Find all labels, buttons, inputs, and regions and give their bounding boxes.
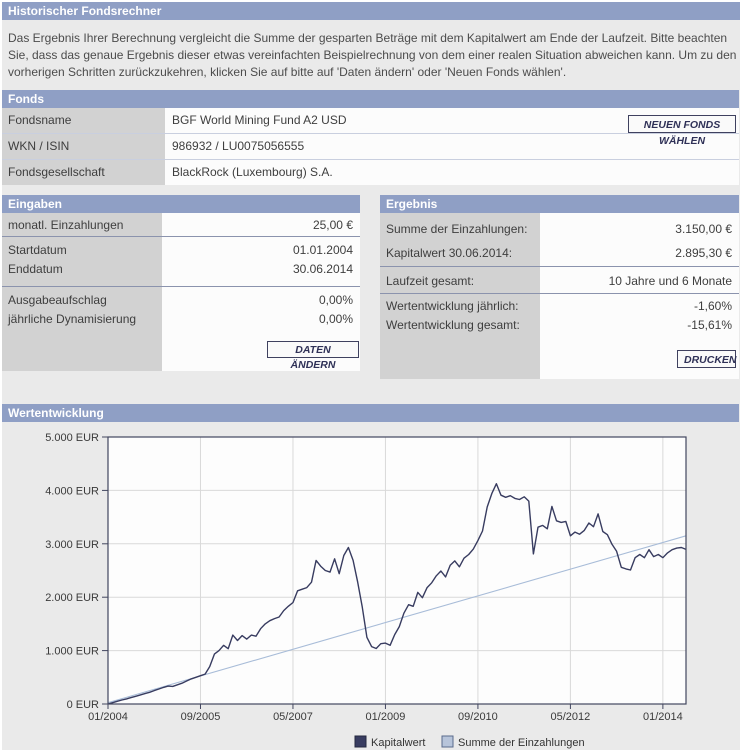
x-tick-label: 01/2009 [365, 711, 406, 723]
x-tick-label: 09/2005 [180, 711, 221, 723]
ergebnis-group [380, 213, 739, 265]
drucken-button[interactable]: DRUCKEN [677, 350, 736, 368]
eingaben-row-label: Ausgabeaufschlag [8, 293, 107, 307]
eingaben-row-label: jährliche Dynamisierung [8, 312, 137, 326]
ergebnis-panel [380, 213, 739, 379]
ergebnis-row-label: Wertentwicklung gesamt: [386, 318, 520, 332]
ergebnis-row-value: -15,61% [687, 318, 732, 332]
eingaben-group [2, 213, 360, 235]
eingaben-row [2, 260, 360, 279]
ergebnis-row-value: 10 Jahre und 6 Monate [608, 274, 732, 288]
legend-swatch-kapitalwert [355, 736, 366, 747]
eingaben-row-value: 30.06.2014 [292, 262, 353, 276]
ergebnis-rows [380, 213, 739, 335]
fonds-row-label: Fondsgesellschaft [2, 160, 165, 185]
section-title-ergebnis: Ergebnis [380, 195, 739, 213]
x-tick-label: 05/2012 [550, 711, 591, 723]
ergebnis-row [380, 316, 739, 335]
ergebnis-group [380, 267, 739, 291]
ergebnis-row [380, 241, 739, 265]
eingaben-group [2, 287, 360, 329]
ergebnis-row-label: Laufzeit gesamt: [386, 274, 475, 288]
neuen-fonds-waehlen-button[interactable]: NEUEN FONDS WÄHLEN [628, 115, 736, 133]
daten-aendern-button[interactable]: DATEN ÄNDERN [267, 341, 359, 358]
eingaben-row [2, 216, 360, 235]
eingaben-group [2, 237, 360, 279]
eingaben-row-value: 0,00% [318, 312, 353, 326]
ergebnis-group [380, 294, 739, 335]
y-tick-label: 0 EUR [66, 699, 99, 711]
plot-area [108, 437, 686, 704]
fonds-row-value: BGF World Mining Fund A2 USD [165, 108, 739, 133]
performance-chart [0, 422, 742, 750]
ergebnis-row [380, 272, 739, 291]
eingaben-row-value: 01.01.2004 [292, 243, 353, 257]
ergebnis-row-label: Kapitalwert 30.06.2014: [386, 246, 513, 260]
y-tick-label: 5.000 EUR [45, 432, 99, 444]
y-tick-label: 2.000 EUR [45, 592, 99, 605]
fonds-row-label: WKN / ISIN [2, 134, 165, 159]
eingaben-row-label: monatl. Einzahlungen [8, 218, 124, 232]
y-tick-label: 1.000 EUR [45, 645, 99, 658]
eingaben-rows [2, 213, 360, 329]
legend-label-kapitalwert: Kapitalwert [371, 737, 426, 749]
section-title-eingaben: Eingaben [2, 195, 360, 213]
legend-swatch-einzahlungen [442, 736, 453, 747]
section-title-fonds: Fonds [2, 90, 739, 108]
ergebnis-row [380, 217, 739, 241]
eingaben-row [2, 291, 360, 310]
ergebnis-row-value: 2.895,30 € [675, 246, 732, 260]
eingaben-row [2, 241, 360, 260]
fonds-row-value: 986932 / LU0075056555 [165, 134, 739, 159]
eingaben-panel [2, 213, 360, 371]
fonds-row [2, 134, 739, 159]
ergebnis-row-value: -1,60% [693, 299, 732, 313]
eingaben-row-label: Enddatum [8, 262, 63, 276]
fonds-row-value: BlackRock (Luxembourg) S.A. [165, 160, 739, 185]
page-title: Historischer Fondsrechner [2, 2, 740, 20]
legend-label-einzahlungen: Summe der Einzahlungen [458, 737, 585, 749]
ergebnis-row [380, 297, 739, 316]
ergebnis-row-label: Wertentwicklung jährlich: [386, 299, 519, 313]
ergebnis-row-value: 3.150,00 € [675, 222, 732, 236]
fonds-row [2, 160, 739, 185]
x-tick-label: 01/2004 [88, 711, 128, 723]
eingaben-row-value: 0,00% [318, 293, 353, 307]
eingaben-row-value: 25,00 € [312, 218, 353, 232]
y-tick-label: 4.000 EUR [45, 485, 99, 498]
x-tick-label: 01/2014 [642, 711, 683, 723]
eingaben-row [2, 310, 360, 329]
x-tick-label: 05/2007 [273, 711, 313, 723]
section-title-wertentwicklung: Wertentwicklung [2, 404, 739, 422]
fonds-row-label: Fondsname [2, 108, 165, 133]
y-tick-label: 3.000 EUR [45, 538, 99, 551]
eingaben-row-label: Startdatum [8, 243, 67, 257]
x-tick-label: 09/2010 [458, 711, 498, 723]
intro-text: Das Ergebnis Ihrer Berechnung vergleicht die Summe der gesparten Beträge mit dem Kapitalwert am Ende der Laufzeit. Bitte beachten Sie, dass das genaue Ergebnis dieser etwas vereinfachten Beispielrechnung von dem einer realen Situation abweichen kann. Um zu den vorherigen Schritten zurückzukehren, klicken Sie auf bitte auf 'Daten ändern' oder 'Neuen Fonds wählen'. [8, 31, 737, 79]
ergebnis-row-label: Summe der Einzahlungen: [386, 222, 528, 236]
